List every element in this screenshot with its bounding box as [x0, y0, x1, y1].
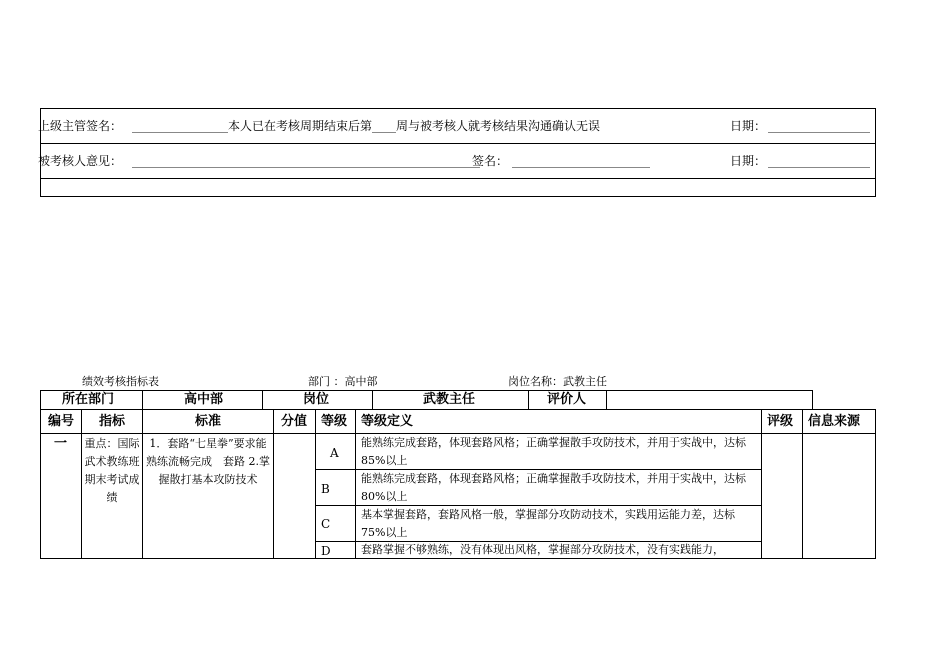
standard-cell: 1．套路“七星拳”要求能熟练流畅完成 套路 2.掌握散打基本攻防技术: [146, 437, 270, 486]
supervisor-signature-label: 上级主管签名：: [38, 119, 123, 133]
position-value: 武教主任: [423, 392, 476, 407]
grade-d: D: [321, 544, 331, 558]
dept-value: 高中部: [184, 392, 224, 407]
date-label: 日期：: [730, 154, 767, 168]
col-standard: 标准: [195, 414, 222, 429]
col-grade: 等级: [321, 414, 348, 429]
date-label: 日期：: [730, 119, 767, 133]
department-caption: 部门 ：高中部: [308, 375, 378, 388]
indicator-cell: 重点：国际武术教练班期末考试成绩: [84, 437, 140, 504]
col-no: 编号: [48, 414, 75, 429]
col-score: 分值: [281, 414, 308, 429]
date-blank[interactable]: _________________: [768, 119, 870, 133]
dept-label: 所在部门: [62, 392, 115, 407]
grade-b: B: [321, 482, 330, 496]
grade-a-definition: 能熟练完成套路，体现套路风格；正确掌握散手攻防技术，并用于实战中，达标 85%以上: [361, 436, 746, 467]
employee-sign-blank[interactable]: _______________________: [512, 154, 650, 168]
position-label: 岗位: [303, 392, 330, 407]
position-caption: 岗位名称：武教主任: [508, 375, 607, 388]
employee-opinion-label: 被考核人意见：: [38, 154, 123, 168]
supervisor-signature-blank[interactable]: ________________: [132, 119, 228, 133]
grade-c-definition: 基本掌握套路，套路风格一般，掌握部分攻防动技术，实践用运能力差，达标 75%以上: [361, 508, 735, 539]
col-rating: 评级: [767, 414, 794, 429]
employee-sign-label: 签名：: [472, 154, 509, 168]
confirmation-statement: 本人已在考核周期结束后第____周与被考核人就考核结果沟通确认无误: [228, 119, 601, 133]
employee-opinion-blank[interactable]: __________________________________________________________: [132, 154, 480, 168]
col-definition: 等级定义: [361, 414, 414, 429]
col-source: 信息来源: [808, 414, 861, 429]
row-number: 一: [54, 436, 68, 451]
kpi-table-title: 绩效考核指标表: [82, 375, 159, 388]
col-indicator: 指标: [99, 414, 126, 429]
grade-b-definition: 能熟练完成套路，体现套路风格；正确掌握散手攻防技术，并用于实战中，达标 80%以上: [361, 472, 746, 503]
grade-a: A: [330, 446, 339, 460]
date-blank[interactable]: _________________: [768, 154, 870, 168]
grade-c: C: [321, 517, 331, 531]
grade-d-definition: 套路掌握不够熟练，没有体现出风格，掌握部分攻防技术，没有实践能力，: [361, 543, 724, 556]
evaluator-label: 评价人: [547, 392, 587, 407]
